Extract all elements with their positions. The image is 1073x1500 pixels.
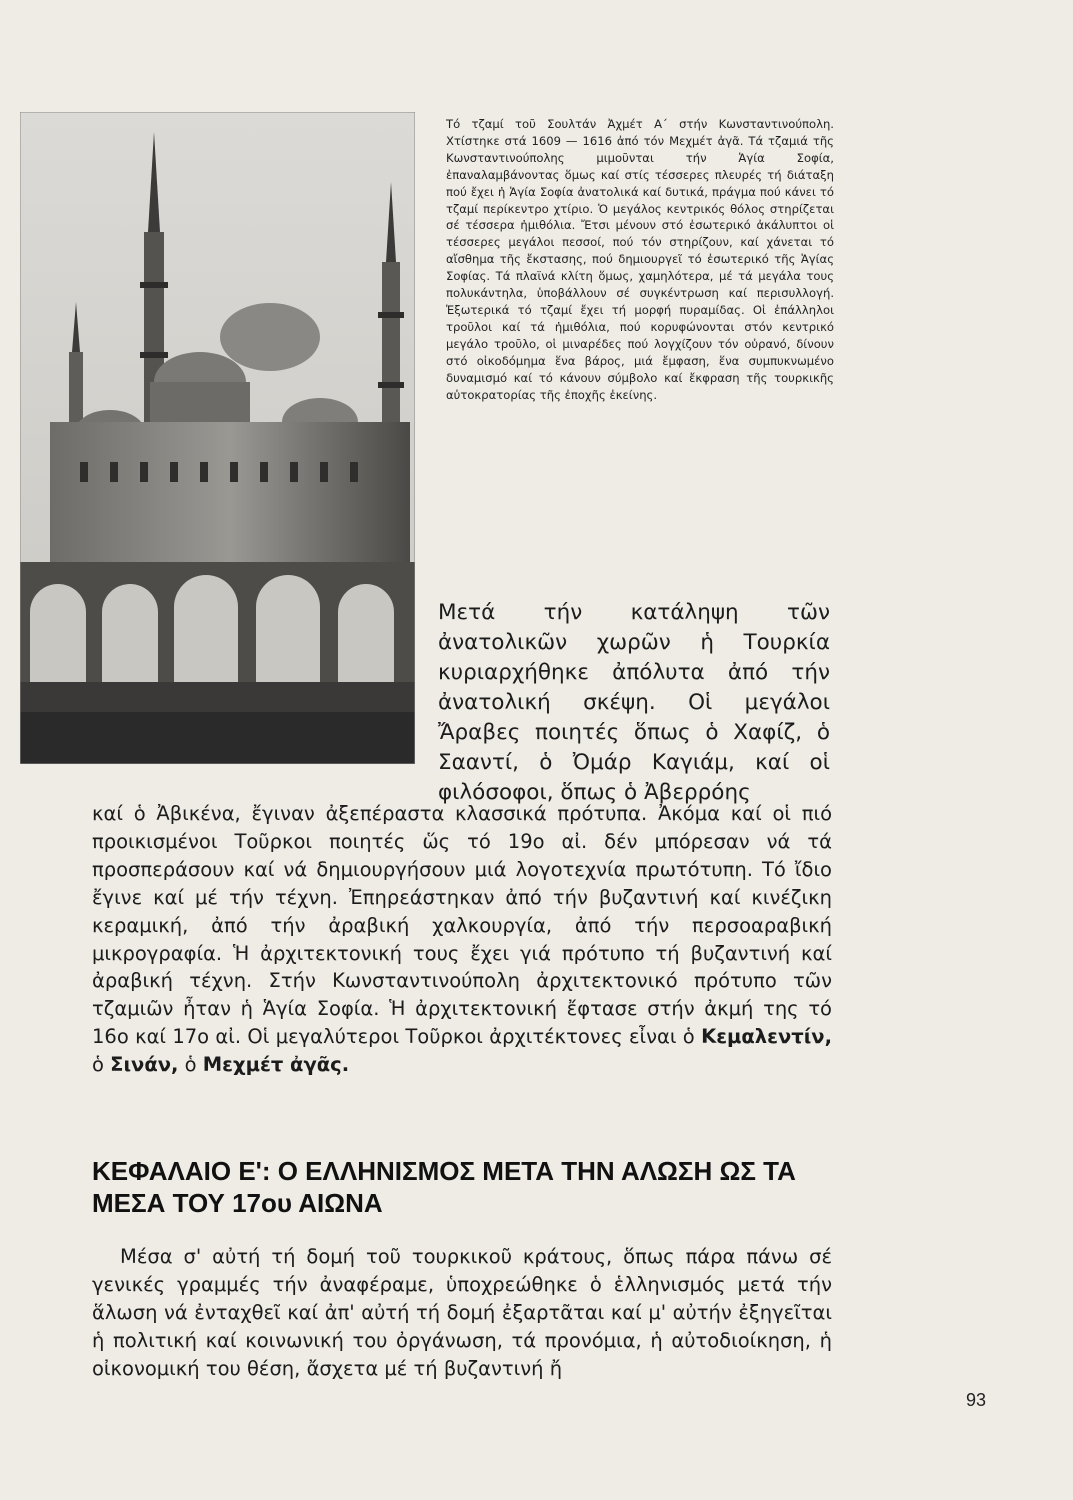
architect-name: Κεμαλεντίν, bbox=[701, 1025, 832, 1049]
conjunction: ὁ bbox=[92, 1053, 104, 1077]
continuation-text: καί ὁ Ἀβικένα, ἔγιναν ἀξεπέραστα κλασσικά πρότυπα. Ἀκόμα καί οἱ πιό προικισμένοι Τοῦρκοι ποιητές ὥς τό 19ο αἰ. δέν μπόρεσαν νά τά προσπεράσουν καί νά δημιουργήσουν μιά λογοτεχνία πρωτότυπη. Τό ἴδιο ἔγινε καί μέ τήν τέχνη. Ἐπηρεάστηκαν ἀπό τήν βυζαντινή καί κινέζικη κεραμική, ἀπό τήν ἀραβική χαλκουργία, ἀπό τήν περσοαραβική μικρογραφία. Ἡ ἀρχιτεκτονική τους ἔχει γιά πρότυπο τή βυζαντινή καί ἀραβική τέχνη. Στήν Κωνσταντινούπολη ἀρχιτεκτονικό πρότυπο τῶν τζαμιῶν ἦταν ἡ Ἁγία Σοφία. Ἡ ἀρχιτεκτονική ἔφτασε στήν ἀκμή της τό 16ο καί 17ο αἰ. Οἱ μεγαλύτεροι Τοῦρκοι ἀρχιτέκτονες εἶναι ὁ bbox=[92, 802, 832, 1049]
page-number: 93 bbox=[966, 1390, 987, 1410]
conjunction: ὁ bbox=[184, 1053, 197, 1077]
continuation-paragraph bbox=[92, 800, 832, 1079]
caption-text: Τό τζαμί τοῦ Σουλτάν Ἀχμέτ Α΄ στήν Κωνσταντινούπολη. Χτίστηκε στά 1609 — 1616 ἀπό τόν Μεχμέτ ἀγᾶ. Τά τζαμιά τῆς Κωνσταντινούπολης μιμοῦνται τήν Ἁγία Σοφία, ἐπαναλαμβάνοντας ὅμως καί στίς τέσσερες πλευρές τή διάταξη πού ἔχει ἡ Ἁγία Σοφία ἀνατολικά καί δυτικά, πράγμα πού κάνει τό τζαμί περίκεντρο χτίριο. Ὁ μεγάλος κεντρικός θόλος στηρίζεται σέ τέσσερα ἡμιθόλια. Ἔτσι μένουν στό ἐσωτερικό ἀκάλυπτοι οἱ τέσσερες μεγάλοι πεσσοί, πού τόν στηρίζουν, καί χάνεται τό αἴσθημα τῆς ἔκστασης, πού δημιουργεῖ τό ἐσωτερικό τῆς Ἁγίας Σοφίας. Τά πλαϊνά κλίτη ὅμως, χαμηλότερα, μέ τά μεγάλα τους πολυκάντηλα, ὑποβάλλουν σέ συγκέντρωση καί περισυλλογή. Ἐξωτερικά τό τζαμί ἔχει τή μορφή πυραμίδας. Οἱ ἐπάλληλοι τροῦλοι καί τά ἡμιθόλια, πού κορυφώνονται στόν κεντρικό μεγάλο τροῦλο, οἱ μιναρέδες πού λογχίζουν τόν οὐρανό, δίνουν στό οἰκοδόμημα ἕνα βάρος, μιά ἔμφαση, ἕνα συμπυκνωμένο δυναμισμό καί τό κάνουν σύμβολο καί ἔκφραση τῆς τουρκικῆς αὐτοκρατορίας τῆς ἐποχῆς ἐκείνης. bbox=[446, 117, 834, 402]
body-continuation bbox=[92, 800, 832, 1079]
mosque-photograph bbox=[20, 112, 415, 764]
architect-name: Σινάν, bbox=[110, 1053, 179, 1077]
architect-name: Μεχμέτ ἀγᾶς. bbox=[202, 1053, 350, 1077]
body-intro bbox=[438, 598, 830, 808]
photo-caption bbox=[446, 116, 834, 403]
chapter-body bbox=[92, 1243, 832, 1383]
chapter-paragraph: Μέσα σ' αὐτή τή δομή τοῦ τουρκικοῦ κράτους, ὅπως πάρα πάνω σέ γενικές γραμμές τήν ἀναφέραμε, ὑποχρεώθηκε ὁ ἑλληνισμός μετά τήν ἅλωση νά ἐνταχθεῖ καί ἀπ' αὐτή τή δομή ἐξαρτᾶται καί μ' αὐτήν ἐξηγεῖται ἡ πολιτική καί κοινωνική του ὀργάνωση, τά προνόμια, ἡ αὐτοδιοίκηση, ἡ οἰκονομική του θέση, ἄσχετα μέ τή βυζαντινή ἤ bbox=[92, 1245, 832, 1380]
mosque-illustration bbox=[20, 112, 415, 764]
intro-text: Μετά τήν κατάληψη τῶν ἀνατολικῶν χωρῶν ἡ Τουρκία κυριαρχήθηκε ἀπόλυτα ἀπό τήν ἀνατολική σκέψη. Οἱ μεγάλοι Ἄραβες ποιητές ὅπως ὁ Χαφίζ, ὁ Σααντί, ὁ Ὀμάρ Καγιάμ, καί οἱ φιλόσοφοι, ὅπως ὁ Ἀβερρόης bbox=[438, 600, 830, 805]
chapter-title: ΚΕΦΑΛΑΙΟ Ε': Ο ΕΛΛΗΝΙΣΜΟΣ ΜΕΤΑ ΤΗΝ ΑΛΩΣΗ ΩΣ ΤΑ ΜΕΣΑ ΤΟΥ 17ου ΑΙΩΝΑ bbox=[92, 1156, 796, 1218]
